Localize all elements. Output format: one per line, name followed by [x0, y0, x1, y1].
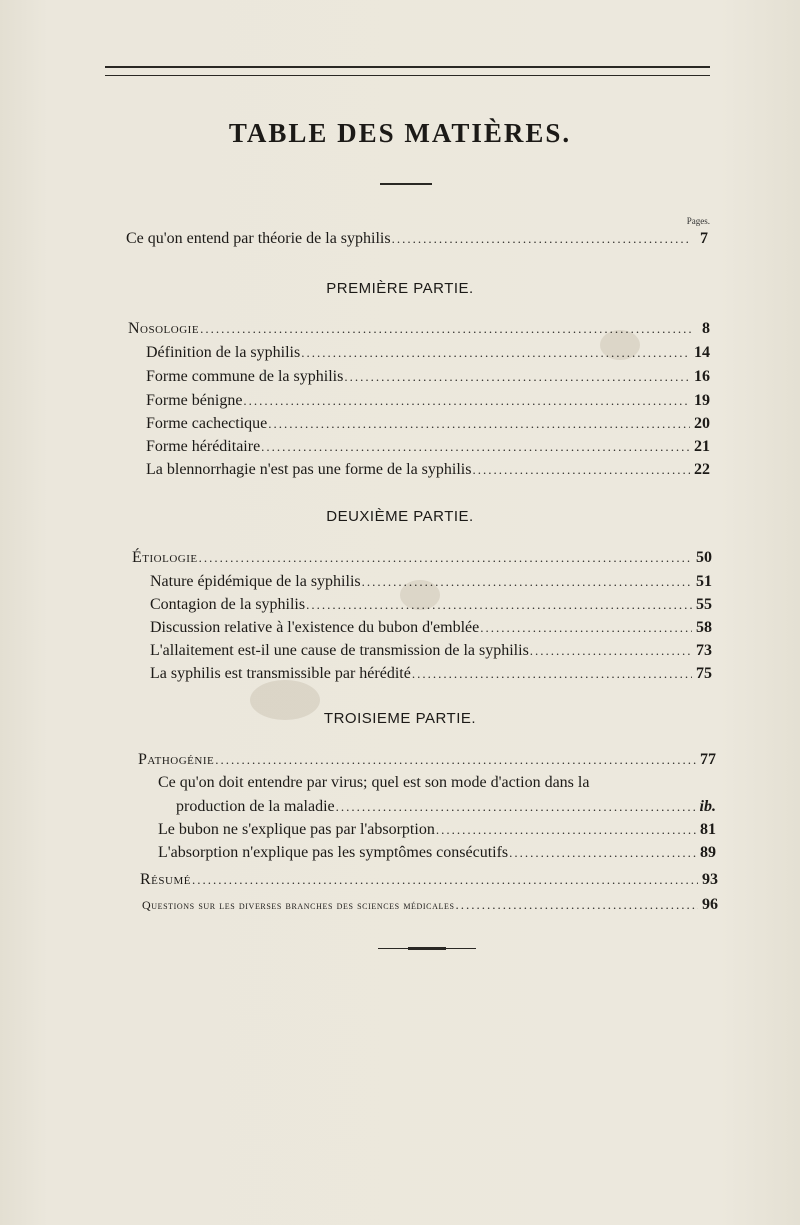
toc-entry-label: Contagion de la syphilis: [150, 596, 306, 613]
toc-entry-label: Forme héréditaire: [146, 438, 261, 455]
leader-dots: [192, 869, 698, 891]
toc-entry-label: L'absorption n'explique pas les symptômes consécutifs: [158, 844, 509, 861]
toc-entry-label: Discussion relative à l'existence du bubon d'emblée: [150, 619, 480, 636]
toc-entry-label: Nosologie: [128, 320, 200, 337]
toc-entry-label: Le bubon ne s'explique pas par l'absorption: [158, 821, 435, 838]
toc-entry-label: Questions sur les diverses branches des sciences médicales: [142, 898, 455, 912]
toc-entry-page: 75: [696, 665, 712, 682]
leader-dots: [243, 390, 690, 412]
toc-entry: [146, 436, 710, 458]
leader-dots: [336, 796, 696, 818]
leader-dots: [344, 366, 690, 388]
toc-entry: [146, 413, 710, 435]
toc-entry-page: 16: [694, 368, 710, 385]
toc-entry-page: 81: [700, 821, 716, 838]
toc-entry-page: 73: [696, 642, 712, 659]
toc-entry-page: 89: [700, 844, 716, 861]
toc-entry-page: 77: [700, 751, 716, 768]
toc-entry: [150, 640, 712, 662]
toc-entry-page: 22: [694, 461, 710, 478]
toc-entry-page: 51: [696, 573, 712, 590]
leader-dots: [480, 617, 692, 639]
part-heading-2: DEUXIÈME PARTIE.: [326, 508, 474, 525]
closing-rule-center: [408, 947, 446, 950]
toc-entry-page: ib.: [699, 798, 716, 815]
leader-dots: [362, 571, 692, 593]
toc-entry-questions: [142, 894, 718, 916]
toc-entry-page: 96: [702, 896, 718, 913]
leader-dots: [412, 663, 692, 685]
toc-entry-page: 58: [696, 619, 712, 636]
toc-entry: [158, 819, 716, 841]
leader-dots: [215, 749, 696, 771]
leader-dots: [301, 342, 690, 364]
toc-entry: [146, 459, 710, 481]
toc-entry-page: 8: [702, 320, 710, 337]
toc-entry-main: [132, 547, 712, 569]
leader-dots: [530, 640, 692, 662]
toc-entry-label: Nature épidémique de la syphilis: [150, 573, 361, 590]
toc-entry-label: Forme cachectique: [146, 415, 268, 432]
toc-entry: [146, 366, 710, 388]
toc-entry-label: Résumé: [140, 871, 191, 888]
pages-column-label: Pages.: [686, 216, 710, 226]
toc-entry-page: 19: [694, 392, 710, 409]
toc-entry: [150, 571, 712, 593]
toc-entry-label: Ce qu'on entend par théorie de la syphilis: [126, 230, 391, 247]
toc-entry-label: Pathogénie: [138, 751, 215, 768]
toc-entry-page: 55: [696, 596, 712, 613]
toc-entry: [176, 796, 716, 818]
toc-entry-label: Forme commune de la syphilis: [146, 368, 344, 385]
leader-dots: [456, 894, 699, 916]
toc-entry-label: Étiologie: [132, 549, 198, 566]
toc-entry-page: 14: [694, 344, 710, 361]
toc-entry-main: [128, 318, 710, 340]
leader-dots: [472, 459, 690, 481]
part-heading-1: PREMIÈRE PARTIE.: [326, 280, 474, 297]
toc-entry-page: 50: [696, 549, 712, 566]
toc-entry-label: La blennorrhagie n'est pas une forme de la syphilis: [146, 461, 472, 478]
leader-dots: [306, 594, 692, 616]
toc-entry-label: La syphilis est transmissible par hérédité: [150, 665, 411, 682]
toc-entry-page: 7: [700, 230, 708, 247]
toc-entry-resume: [140, 869, 718, 891]
leader-dots: [509, 842, 696, 864]
toc-entry-page: 20: [694, 415, 710, 432]
toc-entry-label: Forme bénigne: [146, 392, 243, 409]
leader-dots: [200, 318, 692, 340]
toc-entry-label: Définition de la syphilis: [146, 344, 301, 361]
title-underline: [380, 183, 432, 185]
toc-entry-page: 21: [694, 438, 710, 455]
toc-entry: [146, 342, 710, 364]
toc-entry: [146, 390, 710, 412]
toc-entry: [150, 663, 712, 685]
leader-dots: [268, 413, 690, 435]
toc-entry-label: L'allaitement est-il une cause de transmission de la syphilis: [150, 642, 529, 659]
toc-entry-page: 93: [702, 871, 718, 888]
part-heading-3: TROISIEME PARTIE.: [323, 710, 477, 727]
toc-entry-main: [138, 749, 716, 771]
toc-entry: [150, 594, 712, 616]
leader-dots: [436, 819, 696, 841]
toc-entry-label: production de la maladie: [176, 798, 335, 815]
toc-entry-intro: [126, 228, 708, 250]
leader-dots: [392, 228, 690, 250]
leader-dots: [199, 547, 692, 569]
toc-entry-line1: Ce qu'on doit entendre par virus; quel est son mode d'action dans la: [158, 774, 590, 791]
top-double-rule: [105, 66, 710, 76]
leader-dots: [261, 436, 690, 458]
page-title: TABLE DES MATIÈRES.: [228, 118, 572, 148]
toc-entry: [158, 842, 716, 864]
toc-entry: [150, 617, 712, 639]
